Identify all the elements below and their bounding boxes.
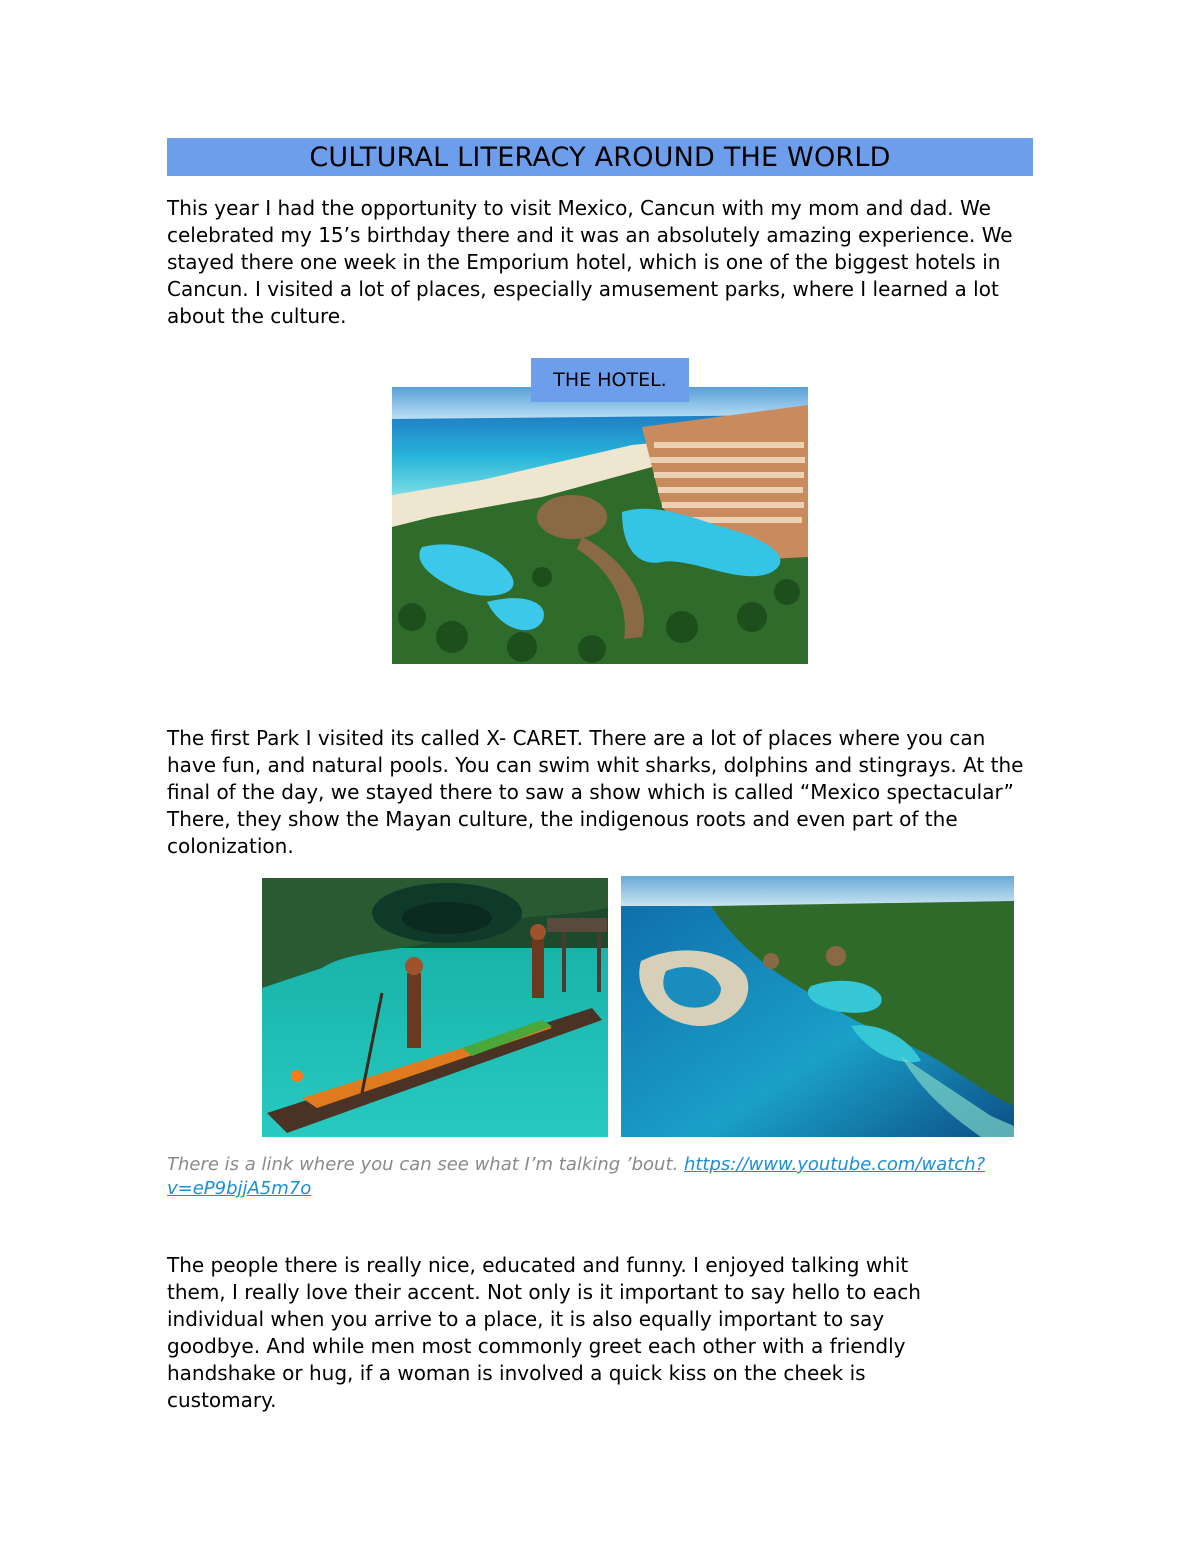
title-banner — [167, 138, 1033, 176]
hotel-label: THE HOTEL. — [531, 358, 689, 402]
intro-paragraph: This year I had the opportunity to visit Mexico, Cancun with my mom and dad. We celebrated my 15’s birthday there and it was an absolutely amazing experience. We stayed there one week in the Emporium hotel, which is one of the biggest hotels in Cancun. I visited a lot of places, especially amusement parks, where I learned a lot about the culture. — [167, 196, 1013, 328]
park-paragraph: The first Park I visited its called X- CARET. There are a lot of places where you can have fun, and natural pools. You can swim whit sharks, dolphins and stingrays. At the final of the day, we stayed there to saw a show which is called “Mexico spectacular” There, they show the Mayan culture, the indigenous roots and even part of the colonization. — [167, 726, 1024, 858]
link-caption: There is a link where you can see what I’m talking ’bout. — [167, 1154, 679, 1175]
people-line: individual when you arrive to a place, it is also equally important to say — [167, 1307, 885, 1331]
aerial-park-photo — [621, 876, 1014, 1137]
video-link-note — [167, 1153, 997, 1201]
canoe-photo — [262, 878, 608, 1137]
people-line: The people there is really nice, educated and funny. I enjoyed talking whit — [167, 1253, 909, 1277]
people-line: customary. — [167, 1388, 277, 1412]
page-title: CULTURAL LITERACY AROUND THE WORLD — [309, 141, 891, 173]
people-line: goodbye. And while men most commonly greet each other with a friendly — [167, 1334, 906, 1358]
people-paragraph — [167, 1252, 1027, 1414]
people-line: handshake or hug, if a woman is involved a quick kiss on the cheek is — [167, 1361, 866, 1385]
hotel-photo — [392, 387, 808, 664]
people-line: them, I really love their accent. Not only is it important to say hello to each — [167, 1280, 921, 1304]
youtube-link[interactable]: https://www.youtube.com/watch?v=eP9bjjA5m7o — [167, 1154, 986, 1199]
